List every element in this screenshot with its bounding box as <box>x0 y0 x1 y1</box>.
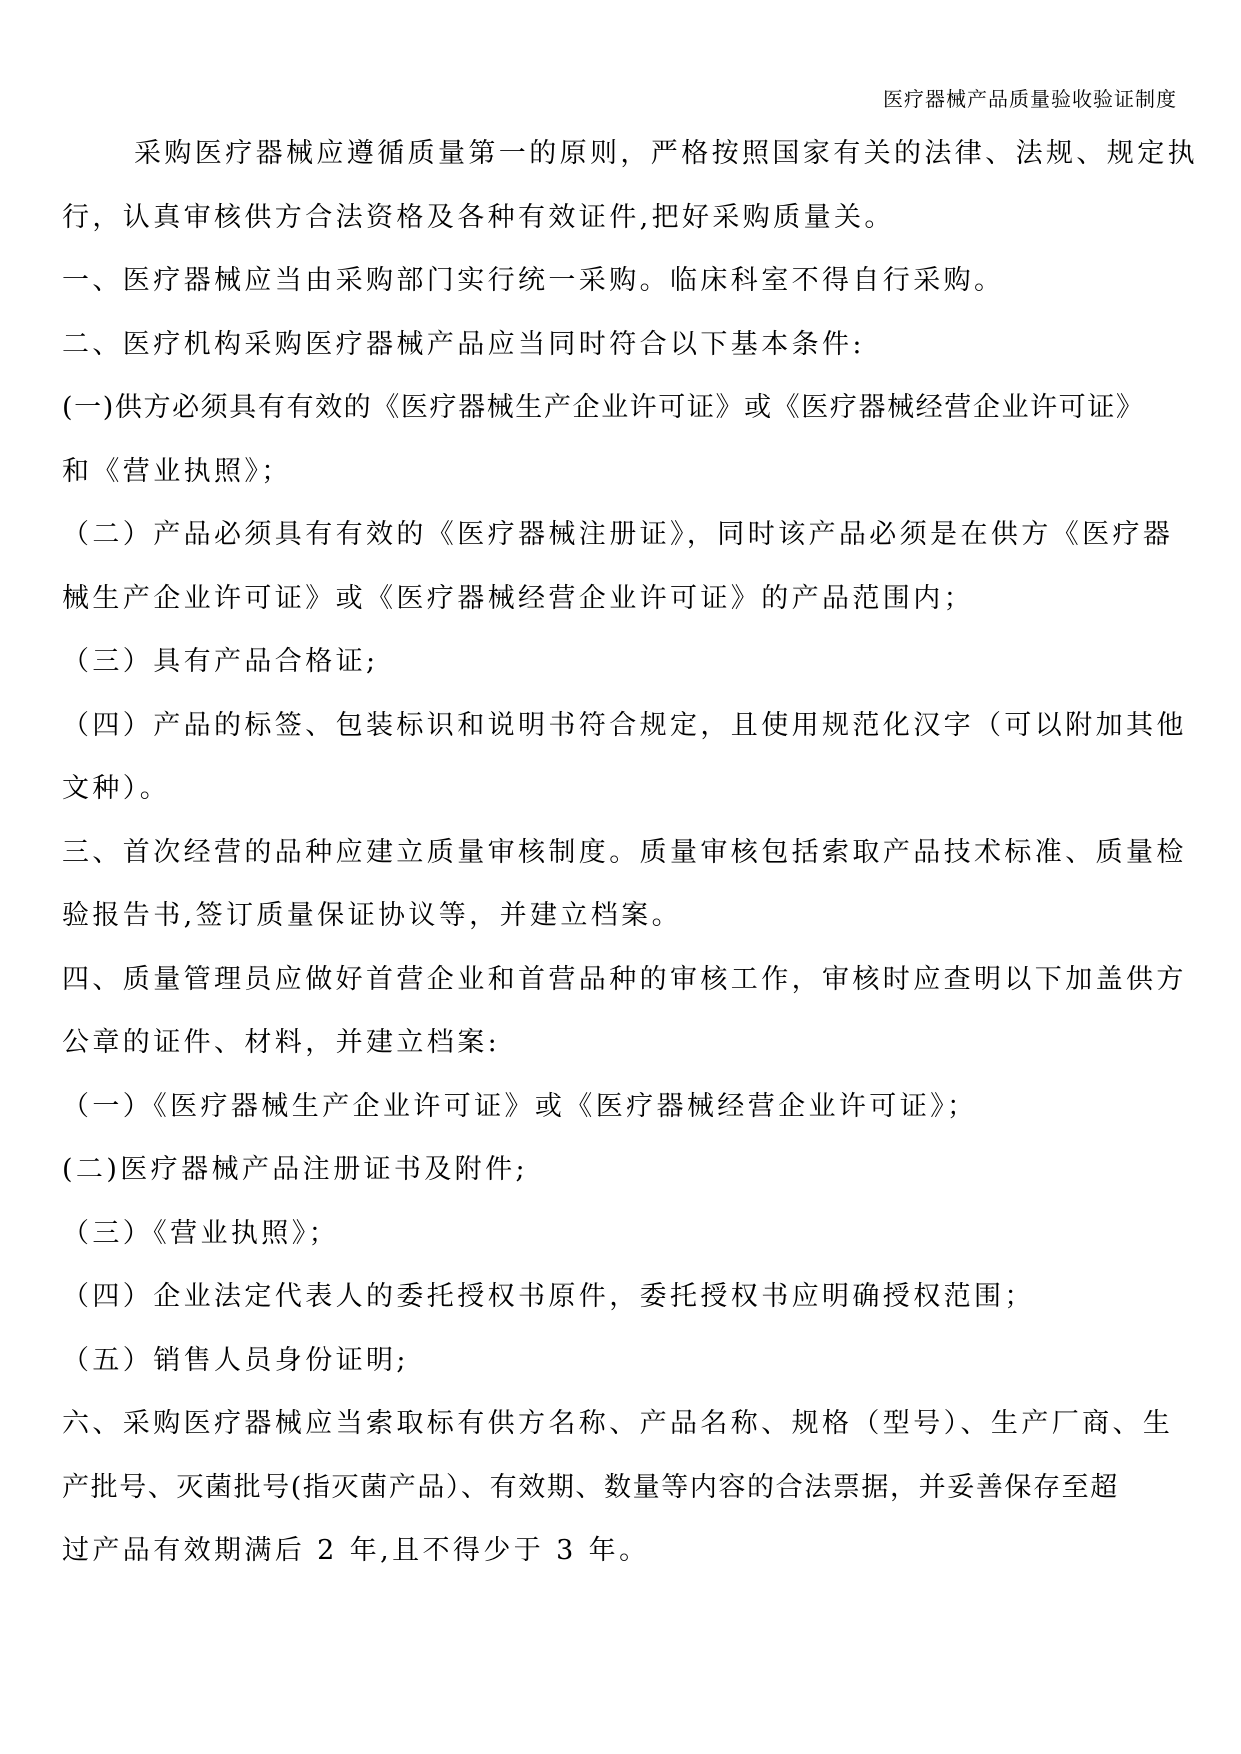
paragraph-line: (二)医疗器械产品注册证书及附件; <box>62 1154 528 1185</box>
paragraph-line: 和《营业执照》； <box>62 455 292 487</box>
page-header-title: 医疗器械产品质量验收验证制度 <box>883 87 1177 111</box>
paragraph-line: 公章的证件、材料，并建立档案: <box>62 1027 501 1058</box>
paragraph-line: (一)供方必须具有有效的《医疗器械生产企业许可证》或《医疗器械经营企业许可证》 <box>62 392 1145 423</box>
paragraph-line: 二、医疗机构采购医疗器械产品应当同时符合以下基本条件: <box>62 328 865 360</box>
paragraph-line: （四）产品的标签、包装标识和说明书符合规定，且使用规范化汉字（可以附加其他 <box>62 709 1187 741</box>
paragraph-line: 四、质量管理员应做好首营企业和首营品种的审核工作，审核时应查明以下加盖供方 <box>62 963 1187 995</box>
paragraph-line: （二）产品必须具有有效的《医疗器械注册证》，同时该产品必须是在供方《医疗器 <box>62 519 1174 550</box>
paragraph-line: 过产品有效期满后 2 年,且不得少于 3 年。 <box>62 1535 650 1566</box>
paragraph-line: 文种）。 <box>62 773 171 804</box>
paragraph-line: （五）销售人员身份证明; <box>62 1344 409 1376</box>
paragraph-line: 验报告书,签订质量保证协议等，并建立档案。 <box>62 900 682 931</box>
paragraph-line: （三）具有产品合格证; <box>62 646 379 677</box>
paragraph-line: （四）企业法定代表人的委托授权书原件，委托授权书应明确授权范围； <box>62 1281 1035 1312</box>
paragraph-line: （一）《医疗器械生产企业许可证》或《医疗器械经营企业许可证》； <box>62 1090 978 1122</box>
paragraph-line: 械生产企业许可证》或《医疗器械经营企业许可证》的产品范围内； <box>62 582 974 614</box>
paragraph-line: 产批号、灭菌批号(指灭菌产品）、有效期、数量等内容的合法票据，并妥善保存至超 <box>62 1471 1119 1503</box>
document-body <box>62 122 1198 1583</box>
paragraph-line: 采购医疗器械应遵循质量第一的原则，严格按照国家有关的法律、法规、规定执 <box>134 138 1198 169</box>
paragraph-line: 行，认真审核供方合法资格及各种有效证件,把好采购质量关。 <box>62 201 895 233</box>
paragraph-line: 六、采购医疗器械应当索取标有供方名称、产品名称、规格（型号）、生产厂商、生 <box>62 1408 1174 1439</box>
paragraph-line: 三、首次经营的品种应建立质量审核制度。质量审核包括索取产品技术标准、质量检 <box>62 836 1187 868</box>
paragraph-line: （三）《营业执照》； <box>62 1217 339 1249</box>
paragraph-line: 一、医疗器械应当由采购部门实行统一采购。临床科室不得自行采购。 <box>62 265 1005 296</box>
